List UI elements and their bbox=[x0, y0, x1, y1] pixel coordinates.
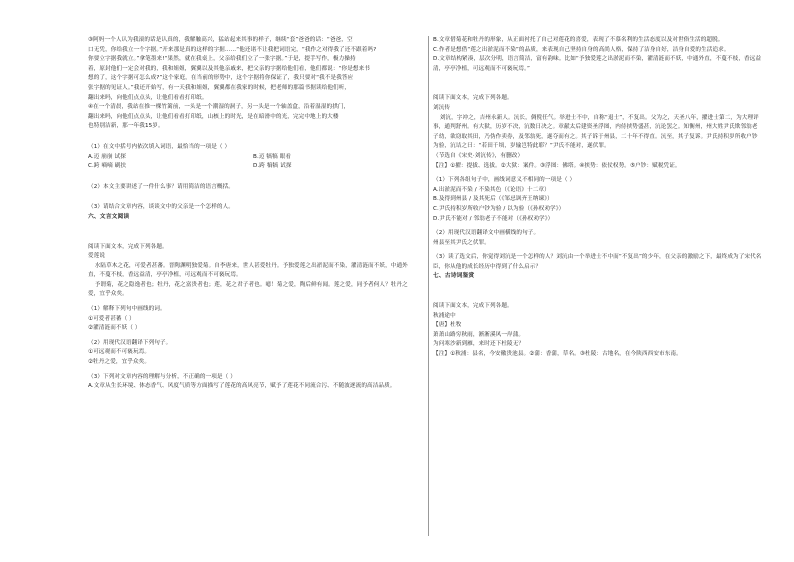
poem-line: 为问寒沙新到雁，来时还下杜陵无？ bbox=[433, 341, 525, 348]
reading-intro: 阅读下面文本，完成下列各题。 bbox=[88, 243, 168, 250]
passage-paragraph: 水陆草木之花，可爱者甚蕃。晋陶渊明独爱菊。自李唐来，世人甚爱牡丹。予独爱莲之出淤泥而不染，濯清涟而不妖，中通外直，不蔓不枝，香远益清，亭亭净植，可远观而不可亵玩焉。 bbox=[88, 262, 408, 279]
question-item: ①可远观而不可亵玩焉。 bbox=[88, 349, 151, 356]
passage-paragraph: 予谓菊，花之隐逸者也；牡丹，花之富贵者也；莲，花之君子者也。噫！菊之爱，陶后鲜有闻。莲之爱，同予者何人？牡丹之爱，宜乎众矣。 bbox=[88, 281, 408, 298]
option-c[interactable]: C.跨 嘀嘀 刷扶 bbox=[88, 163, 127, 170]
passage-line: ③阿妈一个人认为我滚的话是认真的，我解触高兴，猛站起来其事的样子，继续“套”爸爸的话：“爸爸，空 bbox=[88, 37, 353, 43]
option-b[interactable]: B.迈 犒犒 眼看 bbox=[253, 153, 292, 160]
question-stem: （3）读了选文后，你觉得刘沆是一个怎样的人？刘沆由一个举进士不中而“不复出”的少年，在父亲的激励之下，最终成为了宋代名臣，你从他的成长经历中得到了什么启示？ bbox=[433, 254, 762, 270]
passage-title: 爱莲说 bbox=[88, 253, 106, 260]
poem-line: 萧萧山路穷秋雨，淅淅溪风一岸蒲。 bbox=[433, 331, 525, 338]
section-heading: 七、古诗词鉴赏 bbox=[433, 273, 475, 280]
poem-notes: 【注】①秋浦：县名，今安徽贵池县。②蒲：香蒲，草名。③杜陵：古地名，在今陕西西安市东南。 bbox=[433, 351, 682, 358]
question-item: ②濯清涟而不妖（ ） bbox=[88, 325, 141, 332]
question-item: ①可爱者甚蕃（ ） bbox=[88, 315, 135, 322]
question-stem: （1）解释下列句中画线的词。 bbox=[88, 306, 166, 313]
option-d[interactable]: D.尹氏不能对 / 邻翁老子不能对（《孙权劝学》） bbox=[433, 215, 554, 222]
poem-title: 秋浦途中 bbox=[433, 312, 456, 319]
passage-line: 着，原封他们一定会对我的，我和姐姐，翼翼以及其他亲戚来，把父亲的字据给他们看，他们都说：“你是想来书 bbox=[88, 65, 370, 72]
right-column bbox=[433, 36, 763, 360]
passage-source: （节选自《宋史·刘沆传》，有删改） bbox=[433, 152, 524, 159]
question-stem: （2）用现代汉语翻译文中画横线的句子。 bbox=[433, 230, 540, 237]
option-a[interactable]: A.出淤泥而不染 / 不染其色（《论语》十二章） bbox=[433, 186, 550, 193]
passage-line: 口无凭，你给我立一个字据。”开来那是真的这样的字据……“他还诸不让我把词语完，“我作之对得我了还不跟着吗? bbox=[88, 46, 377, 53]
passage-paragraph: 刘沆，字冲之，吉州永新人。沆长，倜傥任气。举进士不中，自称“退士”，不复出。父为之，天圣八年，擢进士第二，为大理评事，通判舒州。有大狱，历岁不决，沆数日决之。章献太后建资圣浮图，内侍挟势盛甚，沆论罢之。知衡州，州大姓尹氏欺邻翁老子幼，欲窃取其田，乃伪作卖券，及邻翁死，遂夺而有之。其子诉于州县，二十年不得直。沆至，其子复诉。尹氏持积岁所收户钞为验，沆诘之曰：“若田千顷，岁输岂特此耶？”尹氏不能对，遂伏罪。 bbox=[433, 114, 759, 150]
option-b[interactable]: B.及得到州县 / 及其死后（《邹忌讽齐王纳谏》） bbox=[433, 196, 553, 203]
option-a[interactable]: A.文章从生长环境、体态香气、风度气质等方面描写了莲花的高风亮节，赋予了莲花不同流合污、不随波逐流的高洁品质。 bbox=[88, 383, 396, 390]
passage-line: 翻出来吗，向他们点点头，让他们看看打印纸。 bbox=[88, 94, 208, 101]
option-c[interactable]: C.尹氏持积岁所收户钞为验 / 以为验（《孙权劝学》） bbox=[433, 205, 565, 212]
passage-notes: 【注】①擢：提拔、选拔。②大狱：案件。③浮图：佛塔。④挟势：依仗权势。⑤户钞：赋税凭证。 bbox=[433, 162, 681, 169]
passage-line: ④在一个清晨，我站在推一棵竹篱前，一头是一个潮湿的洞子，另一头是一个轴盖盒，沿着湿湿的拱门， bbox=[88, 104, 350, 111]
column-divider bbox=[428, 36, 429, 536]
question-stem: （2）用现代汉语翻译下列句子。 bbox=[88, 339, 172, 346]
option-a[interactable]: A.迈 崩崩 试探 bbox=[88, 153, 126, 160]
option-b[interactable]: B.文章借菊花和牡丹的形象，从正面衬托了自己对莲花的喜爱，表现了不慕名利的生活态度以及对世俗生活的超脱。 bbox=[433, 37, 724, 43]
passage-line: 想的了，这个字据可怎么成?”这个家庭，在当前的形势中，这个字据将你保证了，我只要对“我不是我答应 bbox=[88, 75, 354, 82]
question-item: ②牡丹之爱，宜乎众矣。 bbox=[88, 359, 151, 366]
question-stem: （2）本文主要讲述了一件什么事？请用简洁的语言概括。 bbox=[88, 183, 235, 190]
passage-line: 张字据的见证人。”我还开始写，有一天我和姐姐，翼翼都在我家的时候，把老师的那篇书据读给他们听， bbox=[88, 84, 351, 91]
passage-line: 也特别洁新，那一年我15岁。 bbox=[88, 123, 164, 130]
option-d[interactable]: D.跨 犒犒 试探 bbox=[253, 163, 292, 170]
answer-options bbox=[88, 153, 418, 172]
question-stem: （1）在文中括号内依次填入词语，最恰当的一项是（ ） bbox=[88, 143, 231, 150]
question-stem: （3）请结合文章内容，谈谈文中的父亲是一个怎样的人。 bbox=[88, 204, 235, 211]
question-stem: （1）下列各组句子中，画线词意义不相同的一项是（ ） bbox=[433, 177, 576, 184]
passage-line: 翻出来吗，向他们点点头，让他们看看打印纸，山核上的时光，是在暗滑中的光，完完中地上的大楼 bbox=[88, 113, 339, 120]
question-item: 州县至其尹氏之伏罪。 bbox=[433, 239, 490, 246]
option-c[interactable]: C.作者是想借“莲之出淤泥而不染”的品质，来表现自己坚持自身的高尚人格，保持了洁身自好，洁身自爱的生活追求。 bbox=[433, 46, 730, 53]
poem-author: 【唐】杜牧 bbox=[433, 322, 462, 329]
question-stem: （3）下列对文章内容的理解与分析，不正确的一项是（ ） bbox=[88, 373, 236, 380]
passage-title: 刘沆传 bbox=[433, 104, 451, 111]
reading-intro: 阅读下面文本，完成下列各题。 bbox=[433, 95, 513, 102]
left-column bbox=[88, 36, 418, 392]
reading-intro: 阅读下面文本，完成下列各题。 bbox=[433, 303, 513, 310]
option-d[interactable]: D.文章结构紧凑，层次分明，语言简洁，富有韵味。比如“予独爱莲之出淤泥而不染，濯清涟而不妖，中通外直，不蔓不枝，香远益清，亭亭净植，可远观而不可亵玩焉。” bbox=[433, 56, 762, 72]
section-heading: 六、文言文阅读 bbox=[88, 213, 130, 220]
passage-line: 你要立字据我就立。”拿笔墨来!“果然，就在我桌上，父亲给我们立了一张字据。”于是，提手写作，极力操持 bbox=[88, 56, 356, 63]
